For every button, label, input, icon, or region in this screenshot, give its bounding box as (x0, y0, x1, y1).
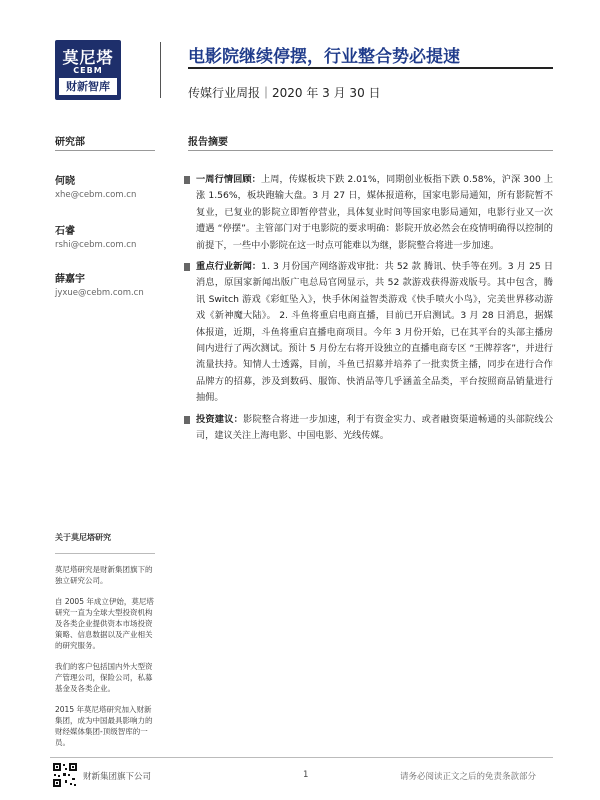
analyst-name: 薛嘉宇 (55, 274, 85, 285)
logo-text-main: 莫尼塔 (62, 48, 114, 67)
report-subtitle: 传媒行业周报｜2020 年 3 月 30 日 (188, 86, 381, 100)
about-rule (55, 553, 155, 554)
analyst-card (55, 270, 144, 298)
paragraph-lead: 投资建议： (196, 413, 244, 425)
title-rule (188, 67, 553, 69)
header-divider (160, 42, 161, 98)
about-section (55, 532, 155, 758)
bullet-marker (184, 263, 190, 271)
bullet-marker (184, 416, 190, 424)
paragraph-lead: 重点行业新闻： (196, 261, 262, 273)
research-dept-label: 研究部 (55, 137, 85, 148)
summary-section-rule (188, 150, 553, 151)
about-paragraph: 我们的客户包括国内外大型资产管理公司，保险公司，私募基金及各类企业。 (55, 662, 153, 693)
summary-paragraph (196, 172, 553, 254)
analyst-name: 石睿 (55, 226, 75, 237)
footer-rule (50, 757, 553, 758)
summary-body (196, 172, 553, 450)
page-number: 1 (303, 770, 309, 780)
summary-paragraph (196, 259, 553, 407)
paragraph-text: 1. 3 月份国产网络游戏审批：共 52 款 腾讯、快手等在列。3 月 25 日消息，原国家新闻出版广电总局官网显示，共 52 款游戏获得游戏版号。其中包含，腾讯 Switch 游戏《彩虹坠入》，快手休闲益智类游戏《快手喷火小鸟》，完美世界移动游戏《新神魔大陆》。 2. 斗鱼将重启电商直播，目前已开启测试。3 月 28 日消息，据媒体报道，近期，斗鱼将重启直播电商项目。今年 3 月份开始，已在其平台的头部主播房间内进行了两次测试。预计 5 月份左右将开设独立的直播电商专区 “王牌荐客”，并进行流量扶持。知情人士透露，目前，斗鱼已招募并培养了一批卖货主播，同步在进行合作品牌方的招募，涉及到数码、服饰、快消品等几乎涵盖全品类，平台按照商品销量进行抽佣。 (196, 261, 554, 404)
summary-paragraph (196, 412, 553, 445)
analyst-card (55, 172, 136, 200)
cebm-logo (55, 40, 121, 100)
paragraph-text: 上周，传媒板块下跌 2.01%，同期创业板指下跌 0.58%，沪深 300 上涨 1.56%，板块跑输大盘。3 月 27 日，媒体报道称，国家电影局通知，所有影院暂不复业，已复业的影院立即暂停营业，具体复业时间等国家电影局通知，电影行业又一次遭遇 “停摆”。主管部门对于电影院的要求明确：影院开放必然会在疫情明确得以控制的前提下，一些中小影院在这一时点可能难以为继，影院整合将进一步加速。 (196, 174, 554, 251)
footer-company: 财新集团旗下公司 (83, 772, 152, 782)
bullet-marker (184, 176, 190, 184)
about-paragraph: 莫尼塔研究是财新集团旗下的独立研究公司。 (55, 565, 153, 585)
summary-label: 报告摘要 (188, 137, 228, 148)
analyst-email[interactable]: rshi@cebm.com.cn (55, 240, 137, 250)
analyst-email[interactable]: jyxue@cebm.com.cn (55, 288, 144, 298)
logo-text-cebm: CEBM (73, 66, 103, 75)
left-section-rule (55, 150, 155, 151)
analyst-email[interactable]: xhe@cebm.com.cn (55, 190, 137, 200)
footer-disclaimer: 请务必阅读正文之后的免责条款部分 (400, 772, 537, 782)
about-heading: 关于莫尼塔研究 (55, 533, 111, 542)
paragraph-text: 影院整合将进一步加速，利于有资金实力、或者融资渠道畅通的头部院线公司，建议关注上海电影、中国电影、光线传媒。 (196, 413, 554, 442)
logo-text-sub: 财新智库 (59, 78, 117, 95)
about-paragraph: 自 2005 年成立伊始，莫尼塔研究一直为全球大型投资机构及各类企业提供资本市场投资策略、信息数据以及产业相关的研究服务。 (55, 597, 154, 650)
analyst-card (55, 222, 136, 250)
about-paragraph: 2015 年莫尼塔研究加入财新集团，成为中国最具影响力的财经媒体集团-顶级智库的一员。 (55, 705, 153, 747)
qr-code-icon (52, 762, 78, 788)
report-title: 电影院继续停摆，行业整合势必提速 (188, 47, 460, 67)
analyst-name: 何晓 (55, 176, 75, 187)
paragraph-lead: 一周行情回顾： (196, 174, 261, 185)
